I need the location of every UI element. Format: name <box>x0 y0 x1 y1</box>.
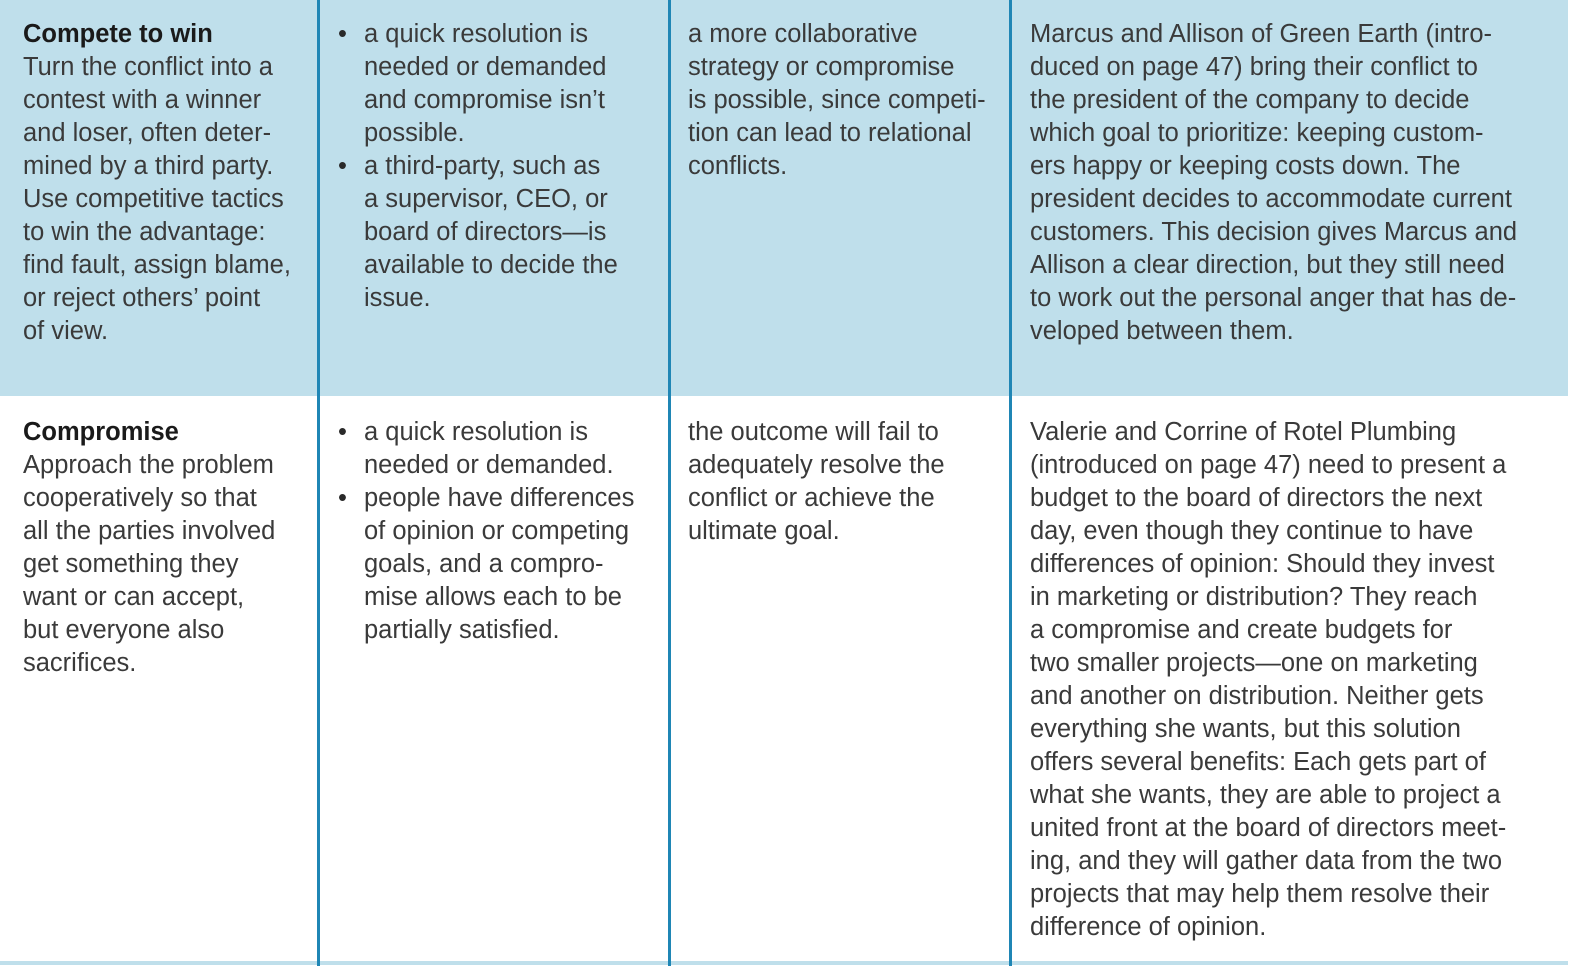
example-line: differences of opinion: Should they invest <box>1030 550 1495 578</box>
example-line: Valerie and Corrine of Rotel Plumbing <box>1030 418 1457 446</box>
list-item-line: mise allows each to be <box>364 583 622 611</box>
example-line: two smaller projects—one on marketing <box>1030 649 1478 677</box>
list-item-line: goals, and a compro- <box>364 550 604 578</box>
list-item-line: a quick resolution is <box>364 20 588 48</box>
bullet-icon: • <box>338 418 347 446</box>
strategy-description-line: all the parties involved <box>23 517 276 545</box>
list-item-line: of opinion or competing <box>364 517 630 545</box>
example-line: budget to the board of directors the next <box>1030 484 1483 512</box>
example-cell <box>1030 18 1560 348</box>
example-line: president decides to accommodate current <box>1030 185 1512 213</box>
example-line: what she wants, they are able to project a <box>1030 781 1501 809</box>
list-item-line: issue. <box>364 284 431 312</box>
bullet-icon: • <box>338 20 347 48</box>
list-item-line: a quick resolution is <box>364 418 588 446</box>
strategy-description-line: of view. <box>23 317 109 345</box>
example-line: Marcus and Allison of Green Earth (intro- <box>1030 20 1493 48</box>
bullet-icon: • <box>338 484 347 512</box>
list-item-line: needed or demanded. <box>364 451 614 479</box>
list-item <box>336 18 656 150</box>
strategy-description-line: but everyone also <box>23 616 225 644</box>
strategy-cell <box>23 18 315 348</box>
column-divider <box>668 0 671 966</box>
list-item-line: available to decide the <box>364 251 618 279</box>
bullet-icon: • <box>338 152 347 180</box>
table-bottom-border <box>0 961 1568 965</box>
avoid-when-line: the outcome will fail to <box>688 418 939 446</box>
example-line: ing, and they will gather data from the two <box>1030 847 1503 875</box>
avoid-when-line: is possible, since competi- <box>688 86 986 114</box>
list-item <box>336 416 656 482</box>
example-line: in marketing or distribution? They reach <box>1030 583 1478 611</box>
use-when-list <box>336 18 656 315</box>
example-line: and another on distribution. Neither gets <box>1030 682 1484 710</box>
example-line: difference of opinion. <box>1030 913 1267 941</box>
example-line: the president of the company to decide <box>1030 86 1470 114</box>
strategy-name: Compete to win <box>23 20 213 48</box>
strategy-description-line: cooperatively so that <box>23 484 257 512</box>
avoid-when-line: a more collaborative <box>688 20 918 48</box>
example-line: projects that may help them resolve their <box>1030 880 1490 908</box>
example-line: ers happy or keeping costs down. The <box>1030 152 1461 180</box>
avoid-when-cell <box>688 18 1010 183</box>
list-item-line: people have differences <box>364 484 635 512</box>
avoid-when-line: conflicts. <box>688 152 788 180</box>
avoid-when-line: adequately resolve the <box>688 451 945 479</box>
avoid-when-line: strategy or compromise <box>688 53 955 81</box>
example-line: to work out the personal anger that has de- <box>1030 284 1517 312</box>
example-line: (introduced on page 47) need to present a <box>1030 451 1507 479</box>
list-item-line: board of directors—is <box>364 218 607 246</box>
strategy-description-line: Turn the conflict into a <box>23 53 273 81</box>
strategy-description-line: to win the advantage: <box>23 218 266 246</box>
example-line: duced on page 47) bring their conflict to <box>1030 53 1478 81</box>
strategy-description-line: Use competitive tactics <box>23 185 284 213</box>
strategy-description-line: and loser, often deter- <box>23 119 272 147</box>
list-item-line: needed or demanded <box>364 53 607 81</box>
strategy-description-line: sacrifices. <box>23 649 137 677</box>
use-when-cell <box>336 18 656 315</box>
use-when-list <box>336 416 656 647</box>
list-item-line: and compromise isn’t <box>364 86 605 114</box>
list-item-line: a supervisor, CEO, or <box>364 185 608 213</box>
example-line: customers. This decision gives Marcus and <box>1030 218 1518 246</box>
example-line: a compromise and create budgets for <box>1030 616 1453 644</box>
example-line: which goal to prioritize: keeping custom- <box>1030 119 1484 147</box>
example-line: offers several benefits: Each gets part of <box>1030 748 1486 776</box>
strategy-cell <box>23 416 315 680</box>
strategy-description-line: want or can accept, <box>23 583 245 611</box>
avoid-when-line: conflict or achieve the <box>688 484 935 512</box>
avoid-when-line: tion can lead to relational <box>688 119 972 147</box>
list-item-line: partially satisfied. <box>364 616 560 644</box>
example-line: day, even though they continue to have <box>1030 517 1474 545</box>
avoid-when-cell <box>688 416 1010 548</box>
list-item-line: a third-party, such as <box>364 152 601 180</box>
example-line: united front at the board of directors meet- <box>1030 814 1507 842</box>
strategy-description-line: contest with a winner <box>23 86 262 114</box>
strategy-description-line: find fault, assign blame, <box>23 251 291 279</box>
example-line: Allison a clear direction, but they still need <box>1030 251 1505 279</box>
column-divider <box>317 0 320 966</box>
example-line: everything she wants, but this solution <box>1030 715 1461 743</box>
strategy-name: Compromise <box>23 418 179 446</box>
use-when-cell <box>336 416 656 647</box>
list-item <box>336 150 656 315</box>
strategy-description-line: Approach the problem <box>23 451 274 479</box>
list-item <box>336 482 656 647</box>
strategy-description-line: mined by a third party. <box>23 152 274 180</box>
strategy-description-line: get something they <box>23 550 239 578</box>
list-item-line: possible. <box>364 119 465 147</box>
avoid-when-line: ultimate goal. <box>688 517 840 545</box>
strategy-description-line: or reject others’ point <box>23 284 261 312</box>
example-line: veloped between them. <box>1030 317 1294 345</box>
example-cell <box>1030 416 1560 944</box>
